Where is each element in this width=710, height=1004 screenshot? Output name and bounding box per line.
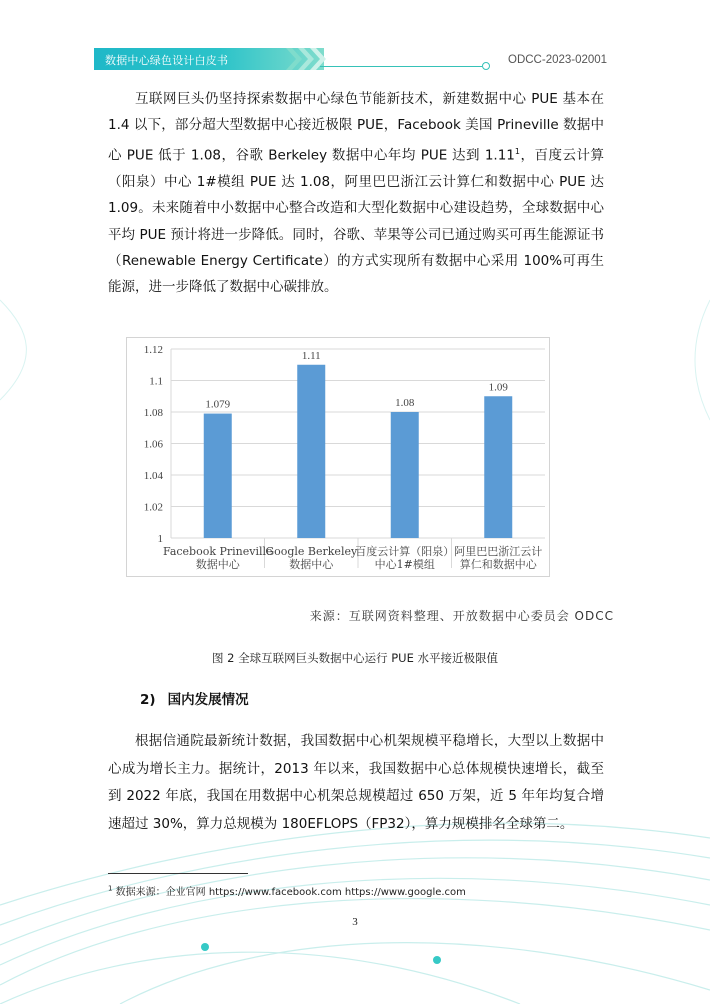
x-tick-label: 百度云计算（阳泉） <box>355 545 455 558</box>
chart-source: 来源：互联网资料整理、开放数据中心委员会 ODCC <box>309 609 614 623</box>
pue-bar-chart <box>127 338 551 578</box>
section-title: 国内发展情况 <box>167 692 249 708</box>
y-tick-label: 1.06 <box>143 438 163 451</box>
bar <box>484 396 512 538</box>
decor-dot-right <box>433 956 441 964</box>
footnote-marker: 1 <box>108 884 113 893</box>
y-tick-label: 1.08 <box>143 407 163 419</box>
y-tick-label: 1 <box>157 533 163 545</box>
pue-chart-frame <box>126 337 550 577</box>
bar <box>391 412 419 538</box>
paragraph-2: 根据信通院最新统计数据，我国数据中心机架规模平稳增长，大型以上数据中心成为增长主力。据统计，2013 年以来，我国数据中心总体规模快速增长，截至到 2022 年底，我国在用数据中心机架总规模超过 650 万架，近 5 年年均复合增速超过 30%，算力总规模为 180EFLOPS（FP32），算力规模排名全球第二。 <box>108 733 604 832</box>
footnote-rule <box>108 873 248 874</box>
figure-caption: 图 2 全球互联网巨头数据中心运行 PUE 水平接近极限值 <box>211 651 499 665</box>
y-tick-label: 1.02 <box>143 501 163 514</box>
x-tick-label: 阿里巴巴浙江云计 <box>454 545 543 558</box>
x-tick-label: 算仁和数据中心 <box>459 558 537 571</box>
footnote <box>108 883 466 898</box>
bar <box>297 365 325 538</box>
section-heading <box>140 688 249 708</box>
footnote-reference[interactable]: 1 <box>514 146 520 156</box>
y-tick-label: 1.12 <box>143 344 163 356</box>
data-label: 1.079 <box>205 398 231 411</box>
data-label: 1.09 <box>488 381 508 394</box>
paragraph-1-part-b: ，百度云计算（阳泉）中心 1#模组 PUE 达 1.08，阿里巴巴浙江云计算仁和数据中心 PUE 达 1.09。未来随着中小数据中心整合改造和大型化数据中心建设趋势，全球数据中心平均 PUE 预计将进一步降低。同时，谷歌、苹果等公司已通过购买可再生能源证书（Renewable Energy Certificate）的方式实现所有数据中心采用 100%可再生能源，进一步降低了数据中心碳排放。 <box>108 147 605 296</box>
document-code: ODCC-2023-02001 <box>508 54 608 66</box>
y-tick-label: 1.04 <box>143 470 163 482</box>
data-label: 1.08 <box>395 397 415 409</box>
header-dot <box>482 62 490 70</box>
page-number: 3 <box>352 916 358 928</box>
data-label: 1.11 <box>301 349 321 362</box>
header-rule <box>320 66 482 67</box>
section-number: 2) <box>140 692 156 708</box>
x-tick-label: Facebook Prineville <box>162 545 273 558</box>
x-tick-label: 数据中心 <box>289 558 334 571</box>
bar <box>204 414 232 538</box>
paragraph-1-part-a: 互联网巨头仍坚持探索数据中心绿色节能新技术，新建数据中心 PUE 基本在 1.4 以下，部分超大型数据中心接近极限 PUE，Facebook 美国 Prineville 数据中心 PUE 低于 1.08，谷歌 Berkeley 数据中心年均 PUE 达到 1.11 <box>108 91 604 164</box>
x-tick-label: 数据中心 <box>195 558 240 571</box>
y-tick-label: 1.1 <box>149 375 163 388</box>
x-tick-label: 中心1#模组 <box>374 558 435 571</box>
footnote-text: 数据来源：企业官网 https://www.facebook.com https://www.google.com <box>115 887 466 898</box>
decor-dot-left <box>201 943 209 951</box>
x-tick-label: Google Berkeley <box>265 545 358 558</box>
header-title: 数据中心绿色设计白皮书 <box>105 54 229 67</box>
paragraph-1 <box>108 86 604 301</box>
